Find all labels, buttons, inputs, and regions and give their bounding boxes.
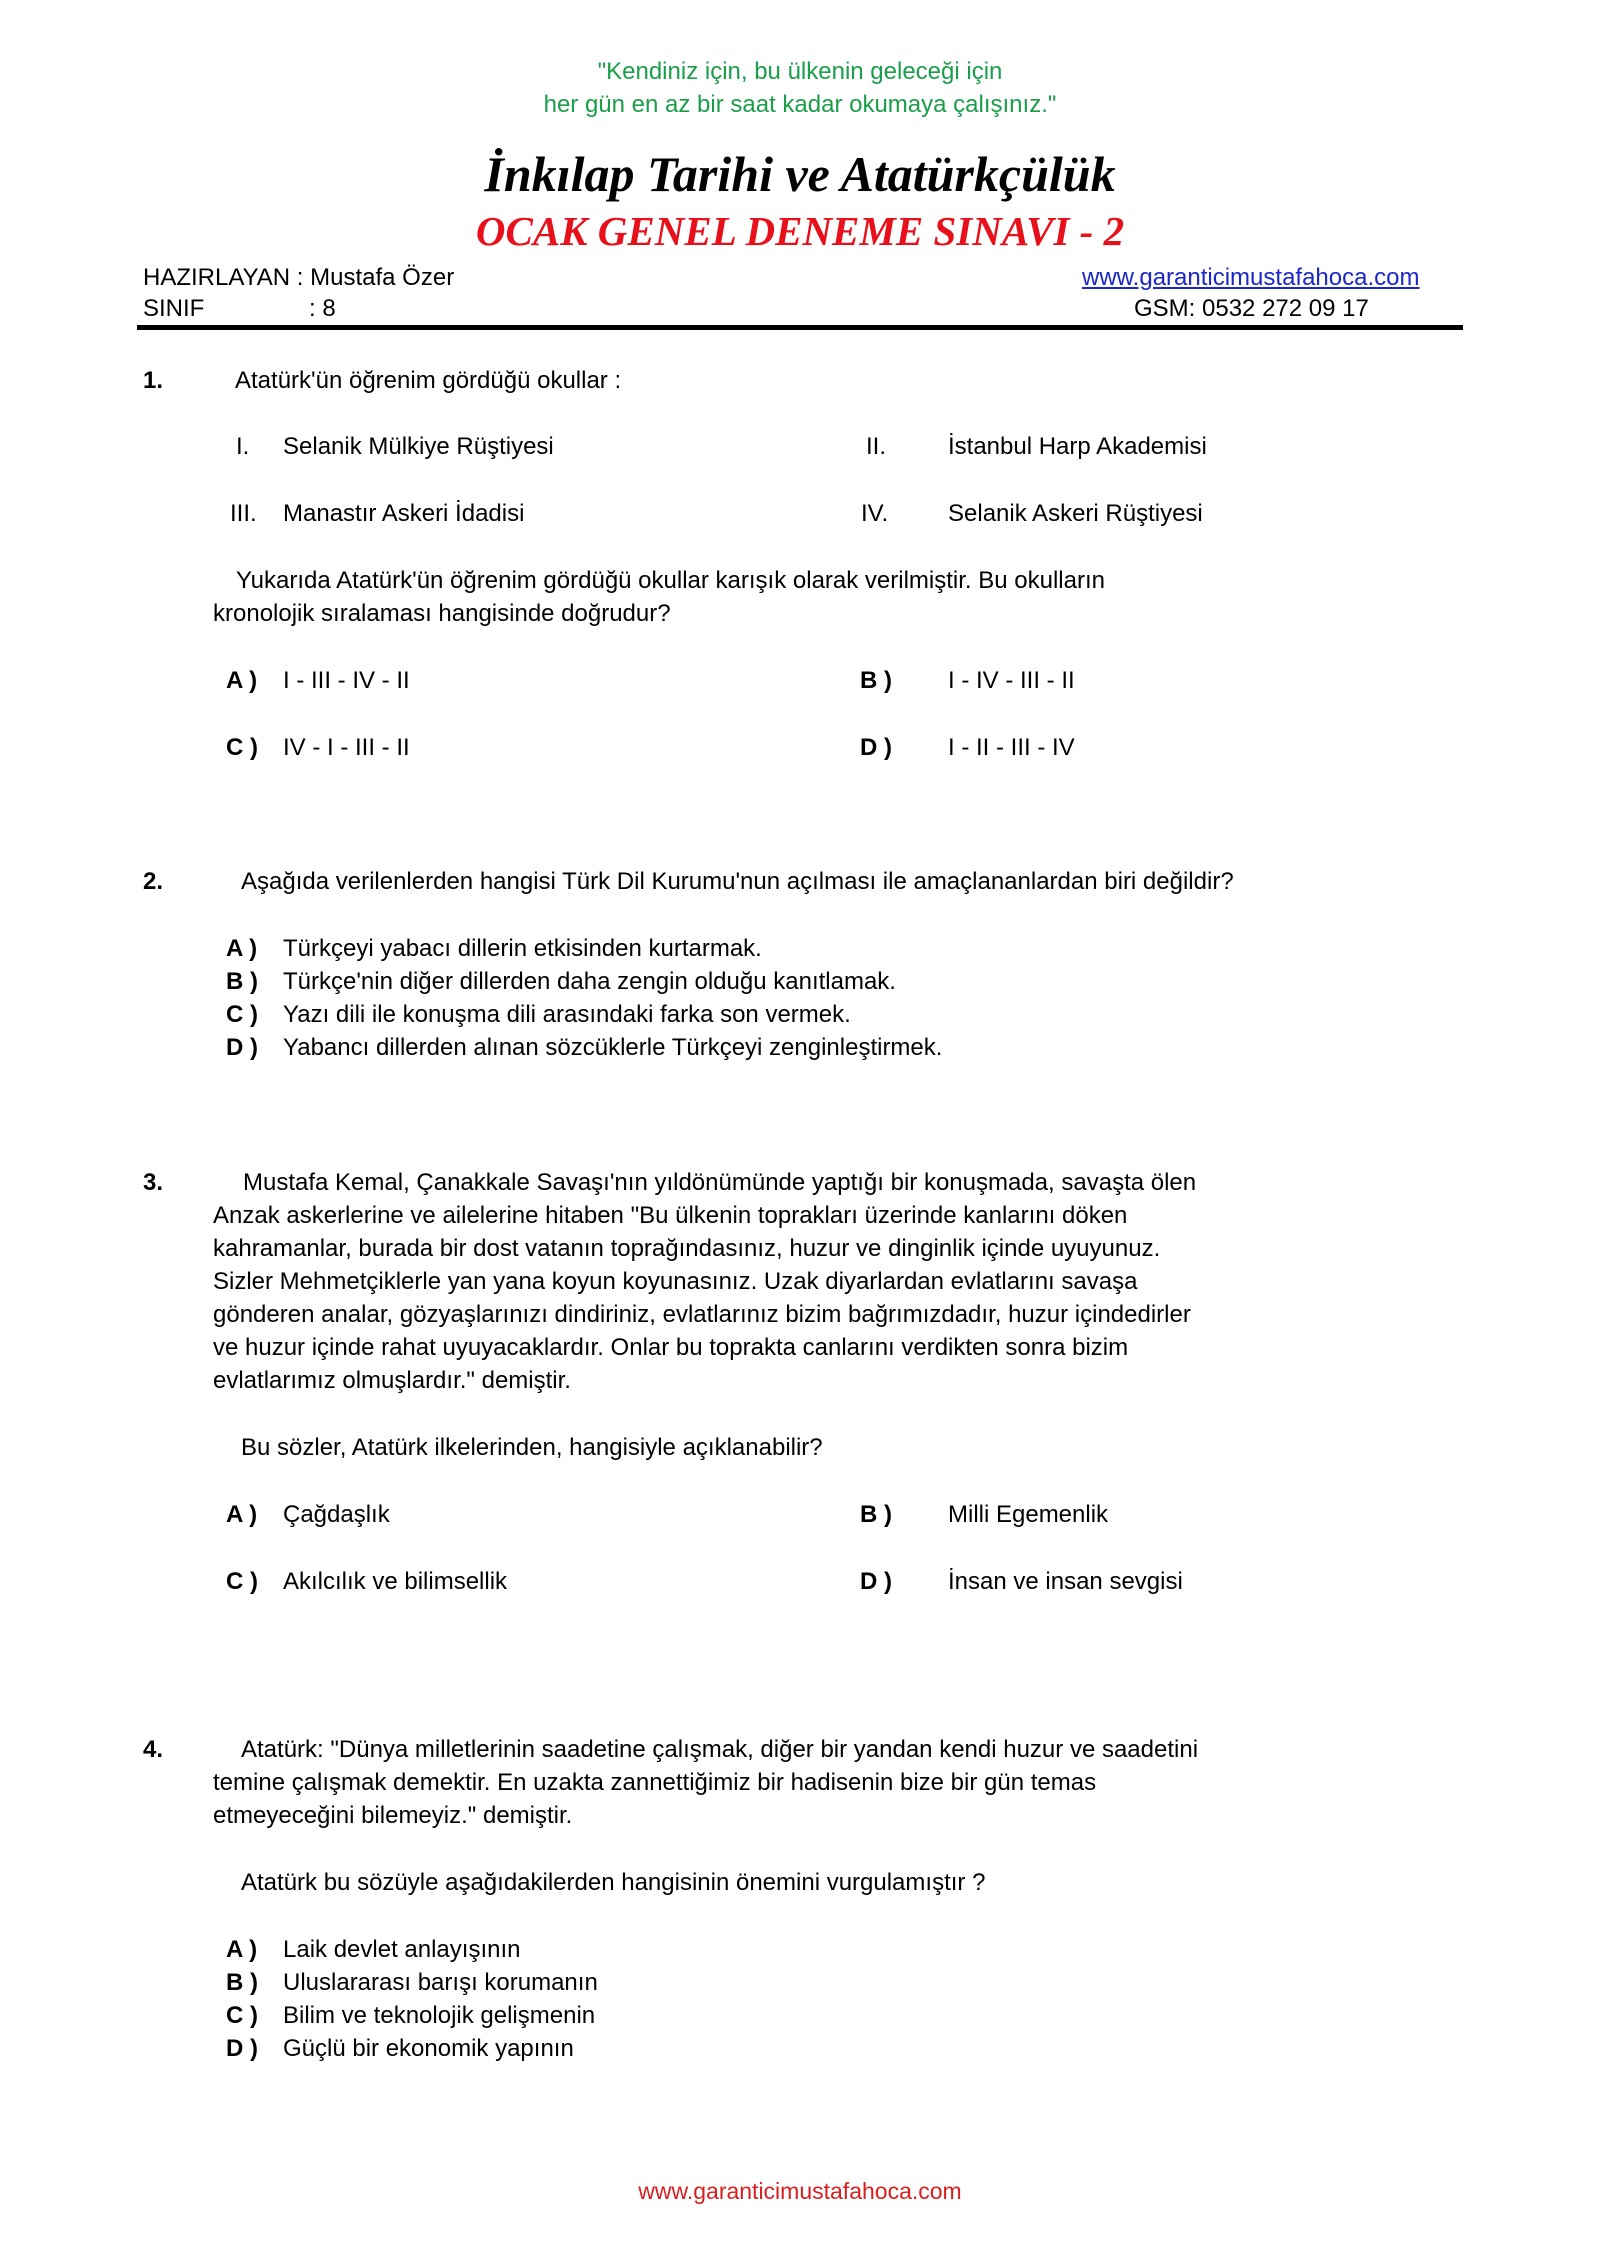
website-link[interactable]: www.garanticimustafahoca.com: [1082, 264, 1420, 291]
option-label-c[interactable]: C ): [226, 2002, 258, 2029]
question-number: 2.: [143, 868, 164, 895]
question-number: 3.: [143, 1169, 164, 1196]
option-text-c[interactable]: IV - I - III - II: [283, 734, 410, 761]
question-stem-line: Atatürk: "Dünya milletlerinin saadetine çalışmak, diğer bir yandan kendi huzur ve saadetini: [241, 1736, 1199, 1763]
option-label-c[interactable]: C ): [226, 734, 258, 761]
question-stem-line: temine çalışmak demektir. En uzakta zannettiğimiz bir hadisenin bize bir gün temas: [213, 1769, 1097, 1796]
item-text: Manastır Askeri İdadisi: [283, 500, 525, 527]
footer-website: www.garanticimustafahoca.com: [638, 2178, 962, 2204]
option-text-d[interactable]: Güçlü bir ekonomik yapının: [283, 2035, 574, 2062]
option-label-b[interactable]: B ): [226, 1969, 258, 1996]
gsm-number: GSM: 0532 272 09 17: [1134, 295, 1369, 322]
exam-subtitle: OCAK GENEL DENEME SINAVI - 2: [475, 208, 1125, 254]
option-text-c[interactable]: Bilim ve teknolojik gelişmenin: [283, 2002, 596, 2029]
question-prompt: Atatürk bu sözüyle aşağıdakilerden hangisinin önemini vurgulamıştır ?: [241, 1869, 986, 1896]
item-text: İstanbul Harp Akademisi: [948, 433, 1207, 460]
question-number: 4.: [143, 1736, 164, 1763]
option-text-c[interactable]: Yazı dili ile konuşma dili arasındaki farka son vermek.: [283, 1001, 851, 1028]
option-label-a[interactable]: A ): [226, 667, 258, 694]
motto-line-2: her gün en az bir saat kadar okumaya çalışınız.": [543, 91, 1057, 118]
option-text-c[interactable]: Akılcılık ve bilimsellik: [283, 1568, 508, 1595]
prepared-by: HAZIRLAYAN : Mustafa Özer: [143, 264, 455, 291]
option-label-c[interactable]: C ): [226, 1568, 258, 1595]
question-stem-line: Sizler Mehmetçiklerle yan yana koyun koyunasınız. Uzak diyarlardan evlatlarını savaşa: [213, 1268, 1138, 1295]
option-text-a[interactable]: I - III - IV - II: [283, 667, 410, 694]
item-text: Selanik Mülkiye Rüştiyesi: [283, 433, 554, 460]
item-roman: IV.: [861, 500, 889, 527]
option-label-d[interactable]: D ): [860, 734, 892, 761]
question-stem-line: Mustafa Kemal, Çanakkale Savaşı'nın yıldönümünde yaptığı bir konuşmada, savaşta ölen: [243, 1169, 1197, 1196]
question-stem-line: etmeyeceğini bilemeyiz." demiştir.: [213, 1802, 573, 1829]
option-text-b[interactable]: Uluslararası barışı korumanın: [283, 1969, 598, 1996]
class-label: SINIF: [143, 295, 205, 322]
option-text-b[interactable]: Türkçe'nin diğer dillerden daha zengin olduğu kanıtlamak.: [283, 968, 896, 995]
motto-line-1: "Kendiniz için, bu ülkenin geleceği için: [597, 58, 1003, 85]
option-text-b[interactable]: Milli Egemenlik: [948, 1501, 1109, 1528]
option-text-d[interactable]: İnsan ve insan sevgisi: [948, 1568, 1183, 1595]
option-label-a[interactable]: A ): [226, 1501, 258, 1528]
class-value: : 8: [309, 295, 336, 322]
option-label-b[interactable]: B ): [860, 1501, 892, 1528]
option-label-d[interactable]: D ): [860, 1568, 892, 1595]
question-prompt: kronolojik sıralaması hangisinde doğrudur?: [213, 600, 671, 627]
option-label-b[interactable]: B ): [226, 968, 258, 995]
question-stem-line: gönderen analar, gözyaşlarınızı dindiriniz, evlatlarınız bizim bağrımızdadır, huzur içindedirler: [213, 1301, 1191, 1328]
question-stem: Atatürk'ün öğrenim gördüğü okullar :: [235, 367, 622, 394]
option-text-a[interactable]: Laik devlet anlayışının: [283, 1936, 521, 1963]
option-text-b[interactable]: I - IV - III - II: [948, 667, 1075, 694]
option-label-a[interactable]: A ): [226, 1936, 258, 1963]
option-label-b[interactable]: B ): [860, 667, 892, 694]
question-number: 1.: [143, 367, 164, 394]
header-divider: [137, 325, 1463, 330]
option-text-d[interactable]: I - II - III - IV: [948, 734, 1075, 761]
question-stem-line: evlatlarımız olmuşlardır." demiştir.: [213, 1367, 571, 1394]
option-label-a[interactable]: A ): [226, 935, 258, 962]
option-text-a[interactable]: Türkçeyi yabacı dillerin etkisinden kurtarmak.: [283, 935, 762, 962]
question-stem-line: Anzak askerlerine ve ailelerine hitaben "Bu ülkenin toprakları üzerinde kanlarını döken: [213, 1202, 1128, 1229]
option-label-c[interactable]: C ): [226, 1001, 258, 1028]
item-text: Selanik Askeri Rüştiyesi: [948, 500, 1203, 527]
item-roman: I.: [236, 433, 250, 460]
item-roman: III.: [230, 500, 257, 527]
option-text-a[interactable]: Çağdaşlık: [283, 1501, 390, 1528]
item-roman: II.: [866, 433, 887, 460]
question-stem-line: ve huzur içinde rahat uyuyacaklardır. Onlar bu toprakta canlarını verdikten sonra bizim: [213, 1334, 1129, 1361]
document-title: İnkılap Tarihi ve Atatürkçülük: [484, 146, 1116, 202]
question-prompt: Yukarıda Atatürk'ün öğrenim gördüğü okullar karışık olarak verilmiştir. Bu okulların: [236, 567, 1105, 594]
question-stem-line: kahramanlar, burada bir dost vatanın toprağındasınız, huzur ve dinginlik içinde uyuyunuz.: [213, 1235, 1161, 1262]
option-label-d[interactable]: D ): [226, 2035, 258, 2062]
option-text-d[interactable]: Yabancı dillerden alınan sözcüklerle Türkçeyi zenginleştirmek.: [283, 1034, 943, 1061]
question-stem: Aşağıda verilenlerden hangisi Türk Dil Kurumu'nun açılması ile amaçlananlardan biri değildir?: [241, 868, 1234, 895]
question-prompt: Bu sözler, Atatürk ilkelerinden, hangisiyle açıklanabilir?: [241, 1434, 823, 1461]
option-label-d[interactable]: D ): [226, 1034, 258, 1061]
